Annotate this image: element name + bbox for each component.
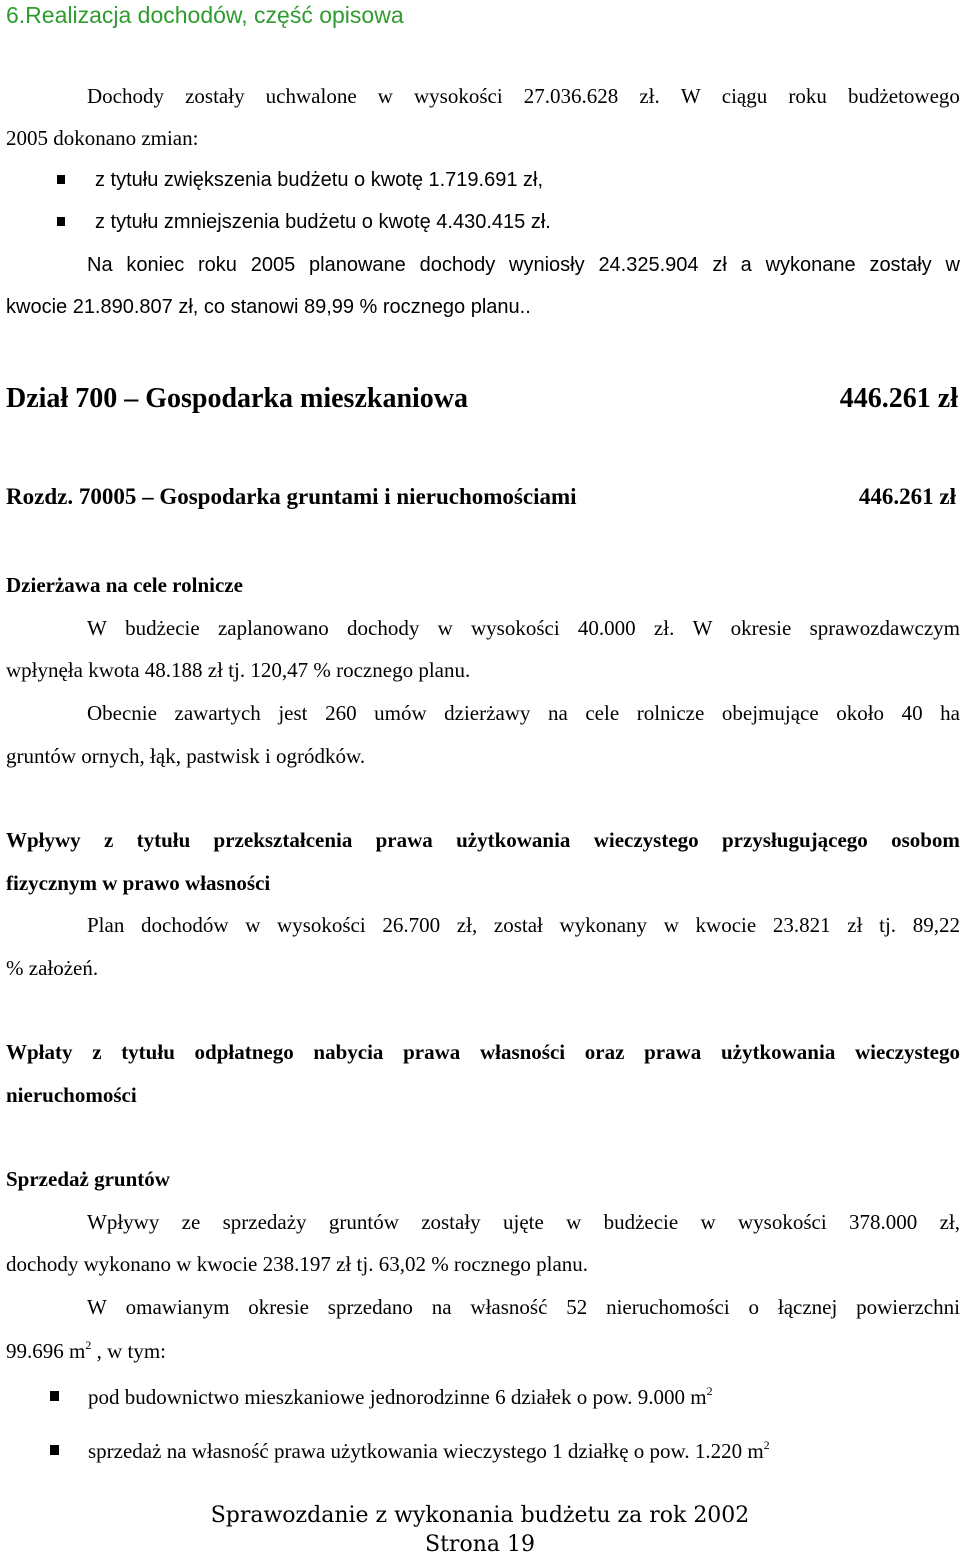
section-title: 6.Realizacja dochodów, część opisowa [6,2,404,28]
word: w [377,84,393,108]
word: roku [198,254,237,276]
intro-line-1 [87,84,960,109]
word: wyniosły [509,254,585,276]
word: Wpływy [6,828,81,852]
rozdz-amount: 446.261 zł [858,484,956,509]
intro-bullet-2: z tytułu zmniejszenia budżetu o kwotę 4.430.415 zł. [95,211,551,233]
word: Na [87,254,113,276]
dzierzawa-p2-line-1 [87,701,960,726]
rozdz-heading: Rozdz. 70005 – Gospodarka gruntami i nieruchomościami [6,484,577,509]
bullet-1-superscript: 2 [706,1384,713,1398]
word: w [566,1210,582,1234]
word: wieczystego [593,828,699,852]
word: na [547,701,568,725]
word: w [245,913,261,937]
word: powierzchni [856,1295,960,1319]
word: 89,22 [912,913,960,937]
word: zł, [939,1210,960,1234]
wplaty-heading-line-1 [6,1040,960,1065]
word: umów [374,701,427,725]
word: prawa [403,1040,461,1064]
dzierzawa-p1-line-2: wpłynęła kwota 48.188 zł tj. 120,47 % rocznego planu. [6,658,471,682]
word: dochody [347,616,420,640]
word: z [103,828,114,852]
area-value: 99.696 m [6,1339,86,1363]
word: własność [470,1295,548,1319]
word: 40 [901,701,923,725]
word: kwocie [695,913,757,937]
dzial-amount: 446.261 zł [839,383,958,414]
word: z [92,1040,102,1064]
word: został [493,913,543,937]
word: ciągu [721,84,768,108]
footer-page-number: Strona 19 [425,1532,535,1557]
word: W [87,1295,107,1319]
word: budżetowego [847,84,960,108]
word: zł [712,254,727,276]
dzierzawa-heading: Dzierżawa na cele rolnicze [6,573,243,597]
word: Obecnie [87,701,157,725]
sprzedaz-p2-line-1 [87,1295,960,1320]
word: przysługującego [721,828,868,852]
wplywy-p-line-2: % założeń. [6,956,99,980]
word: uchwalone [265,84,357,108]
word: odpłatnego [194,1040,294,1064]
word: Plan [87,913,125,937]
dzial-heading: Dział 700 – Gospodarka mieszkaniowa [6,383,469,414]
word: okresie [730,616,792,640]
word: sprawozdawczym [809,616,960,640]
word: w [945,254,960,276]
sprzedaz-bullet-1 [88,1384,713,1410]
word: Wpłaty [6,1040,73,1064]
word: osobom [891,828,960,852]
word: prawa [644,1040,702,1064]
word: jest [278,701,308,725]
word: nabycia [313,1040,384,1064]
bullet-1-text: pod budownictwo mieszkaniowe jednorodzinne 6 działek o pow. 9.000 m [88,1385,707,1409]
word: prawa [375,828,433,852]
dzierzawa-p2-line-2: gruntów ornych, łąk, pastwisk i ogródków. [6,744,366,768]
word: cele [585,701,620,725]
word: ha [940,701,960,725]
word: w [700,1210,716,1234]
word: użytkowania [456,828,571,852]
word: oraz [584,1040,625,1064]
word: wysokości [738,1210,827,1234]
sprzedaz-p2-line-2 [6,1338,166,1364]
wplywy-heading-line-2: fizycznym w prawo własności [6,871,271,895]
word: zawartych [174,701,261,725]
word: Wpływy [87,1210,160,1234]
word: 27.036.628 [523,84,619,108]
word: około [836,701,885,725]
area-superscript: 2 [85,1338,92,1352]
word: wieczystego [855,1040,960,1064]
word: W [87,616,107,640]
word: W [680,84,701,108]
word: wykonane [765,254,856,276]
word: zł [847,913,863,937]
intro-line-4: kwocie 21.890.807 zł, co stanowi 89,99 % rocznego planu.. [6,296,531,318]
word: rolnicze [636,701,705,725]
word: koniec [126,254,185,276]
word: dochody [419,254,496,276]
bullet-square-icon [50,1391,59,1401]
sprzedaz-p1-line-1 [87,1210,960,1235]
word: 23.821 [772,913,831,937]
word: wysokości [414,84,503,108]
bullet-square-icon [57,175,65,184]
bullet-2-text: sprzedaż na własność prawa użytkowania wieczystego 1 działkę o pow. 1.220 m [88,1439,764,1463]
word: zł, [456,913,478,937]
word: wysokości [277,913,366,937]
word: Dochody [87,84,164,108]
word: zostały [421,1210,481,1234]
word: w [437,616,453,640]
word: ujęte [502,1210,544,1234]
word: 40.000 [577,616,636,640]
word: sprzedaży [222,1210,307,1234]
word: własności [479,1040,566,1064]
word: ze [181,1210,201,1234]
word: użytkowania [720,1040,836,1064]
sprzedaz-heading: Sprzedaż gruntów [6,1167,170,1191]
area-suffix: , w tym: [91,1339,167,1363]
intro-bullet-1: z tytułu zwiększenia budżetu o kwotę 1.719.691 zł, [95,169,544,191]
bullet-square-icon [57,217,65,226]
word: zostały [185,84,245,108]
intro-line-2: 2005 dokonano zmian: [6,126,199,150]
word: 2005 [250,254,296,276]
word: dochodów [141,913,229,937]
word: łącznej [777,1295,838,1319]
word: nieruchomości [606,1295,730,1319]
word: zaplanowano [217,616,329,640]
word: planowane [309,254,406,276]
word: tj. [879,913,897,937]
word: tytułu [121,1040,175,1064]
word: gruntów [328,1210,399,1234]
word: 24.325.904 [598,254,699,276]
intro-line-3 [87,254,960,277]
word: zostały [869,254,932,276]
word: o [748,1295,760,1319]
word: 378.000 [849,1210,918,1234]
word: sprzedano [327,1295,413,1319]
word: obejmujące [721,701,819,725]
word: wysokości [471,616,560,640]
word: W [692,616,713,640]
word: 52 [566,1295,588,1319]
word: 260 [325,701,357,725]
wplaty-heading-line-2: nieruchomości [6,1083,137,1107]
word: omawianym [125,1295,230,1319]
word: dzierżawy [444,701,531,725]
sprzedaz-bullet-2 [88,1438,770,1464]
word: budżecie [125,616,200,640]
word: wykonany [559,913,648,937]
dzierzawa-p1-line-1 [87,616,960,641]
word: na [431,1295,452,1319]
wplywy-p-line-1 [87,913,960,938]
wplywy-heading-line-1 [6,828,960,853]
footer-report-title: Sprawozdanie z wykonania budżetu za rok 2002 [210,1503,750,1528]
sprzedaz-p1-line-2: dochody wykonano w kwocie 238.197 zł tj. 63,02 % rocznego planu. [6,1252,589,1276]
word: roku [788,84,827,108]
bullet-2-superscript: 2 [763,1438,770,1452]
word: okresie [248,1295,309,1319]
word: a [740,254,752,276]
word: w [663,913,679,937]
word: tytułu [136,828,191,852]
word: przekształcenia [213,828,353,852]
bullet-square-icon [50,1445,59,1455]
word: zł. [653,616,675,640]
word: zł. [639,84,660,108]
word: budżecie [603,1210,679,1234]
word: 26.700 [382,913,441,937]
